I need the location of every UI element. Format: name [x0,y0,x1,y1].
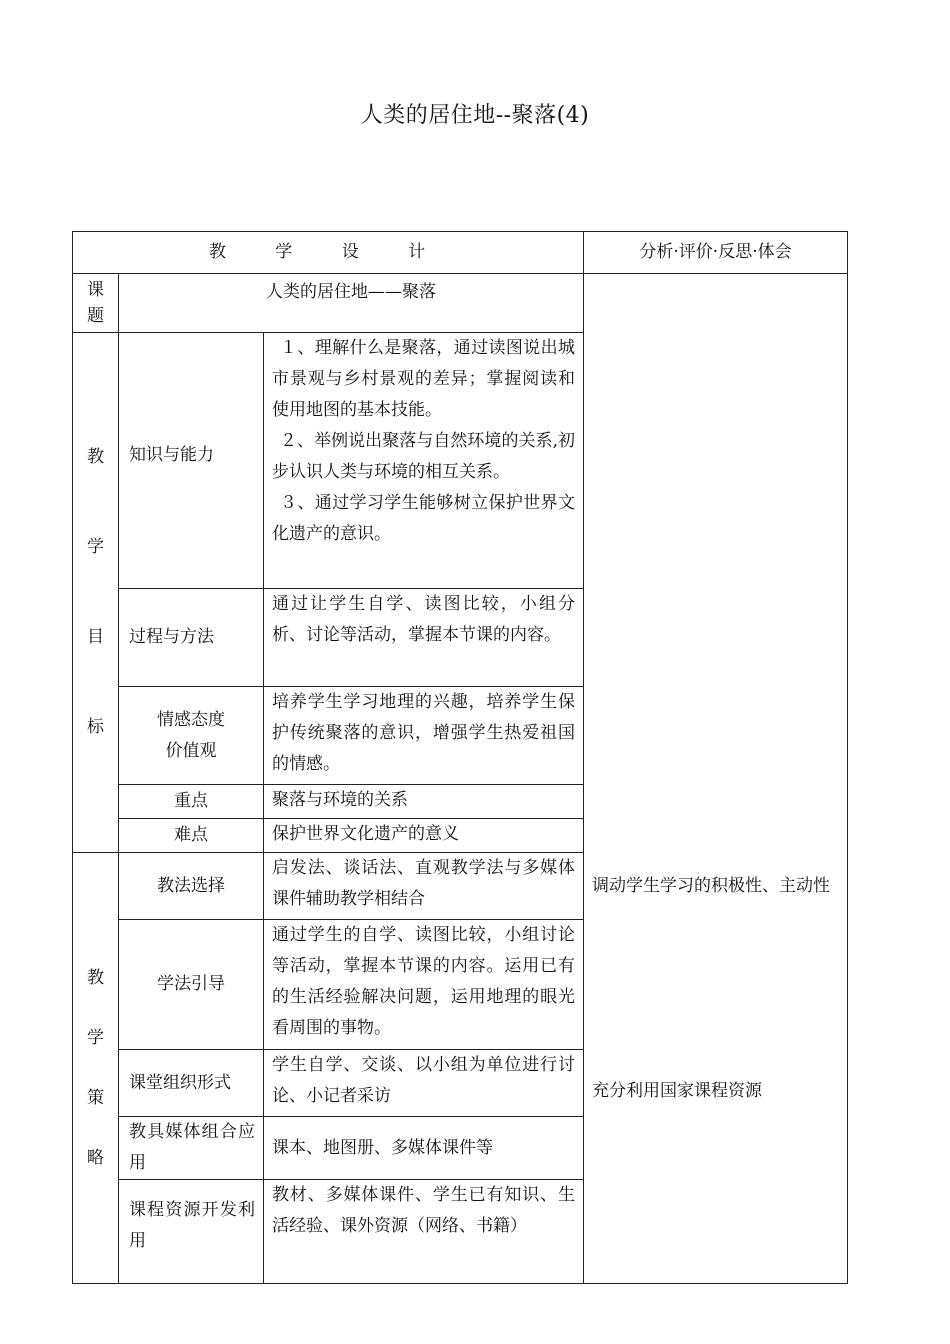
strategy-label-char: 略 [87,1147,104,1168]
org-label: 课堂组织形式 [119,1050,264,1117]
guide-content: 通过学生的自学、读图比较，小组讨论等活动，掌握本节课的内容。运用已有的生活经验解决问题，运用地理的眼光看周围的事物。 [264,920,584,1050]
media-label: 教具媒体组合应用 [119,1117,264,1180]
emotion-content: 培养学生学习地理的兴趣，培养学生保护传统聚落的意识，增强学生热爱祖国的情感。 [264,687,584,785]
header-design: 教 学 设 计 [73,232,584,274]
method-label: 教法选择 [119,853,264,920]
knowledge-label: 知识与能力 [119,333,264,589]
lesson-plan-table [72,231,848,1284]
page-title: 人类的居住地--聚落(4) [360,103,590,128]
topic-label [73,274,119,333]
analysis-column [584,274,848,1284]
goals-label-char: 目 [87,627,104,647]
process-content: 通过让学生自学、读图比较，小组分析、讨论等活动，掌握本节课的内容。 [264,589,584,687]
strategy-label-char: 教 [87,967,104,988]
strategy-label-char: 学 [87,1027,104,1048]
goals-label [73,333,119,853]
remark-resources: 充分利用国家课程资源 [592,1081,763,1101]
guide-label: 学法引导 [119,920,264,1050]
difficulty-label: 难点 [119,819,264,853]
knowledge-item: １、理解什么是聚落，通过读图说出城市景观与乡村景观的差异；掌握阅读和使用地图的基本技能。 [272,338,576,420]
key-content: 聚落与环境的关系 [264,785,584,819]
process-label: 过程与方法 [119,589,264,687]
emotion-label-line: 价值观 [165,740,217,761]
knowledge-content [264,333,584,589]
media-content: 课本、地图册、多媒体课件等 [264,1117,584,1180]
strategy-label-char: 策 [87,1087,104,1108]
goals-label-char: 标 [87,717,104,737]
resource-label: 课程资源开发利用 [119,1180,264,1284]
topic-label-text: 课题 [87,280,104,326]
goals-label-char: 教 [87,447,104,467]
emotion-label-line: 情感态度 [157,709,225,730]
resource-content: 教材、多媒体课件、学生已有知识、生活经验、课外资源（网络、书籍） [264,1180,584,1284]
knowledge-item: ３、通过学习学生能够树立保护世界文化遗产的意识。 [272,493,576,544]
remark-motivation: 调动学生学习的积极性、主动性 [592,876,831,896]
method-content: 启发法、谈话法、直观教学法与多媒体课件辅助教学相结合 [264,853,584,920]
strategy-label [73,853,119,1284]
knowledge-item: ２、举例说出聚落与自然环境的关系,初步认识人类与环境的相互关系。 [272,431,576,482]
difficulty-content: 保护世界文化遗产的意义 [264,819,584,853]
key-label: 重点 [119,785,264,819]
emotion-label [119,687,264,785]
topic-value: 人类的居住地——聚落 [119,274,584,333]
goals-label-char: 学 [87,537,104,557]
header-analysis: 分析·评价·反思·体会 [584,232,848,274]
org-content: 学生自学、交谈、以小组为单位进行讨论、小记者采访 [264,1050,584,1117]
